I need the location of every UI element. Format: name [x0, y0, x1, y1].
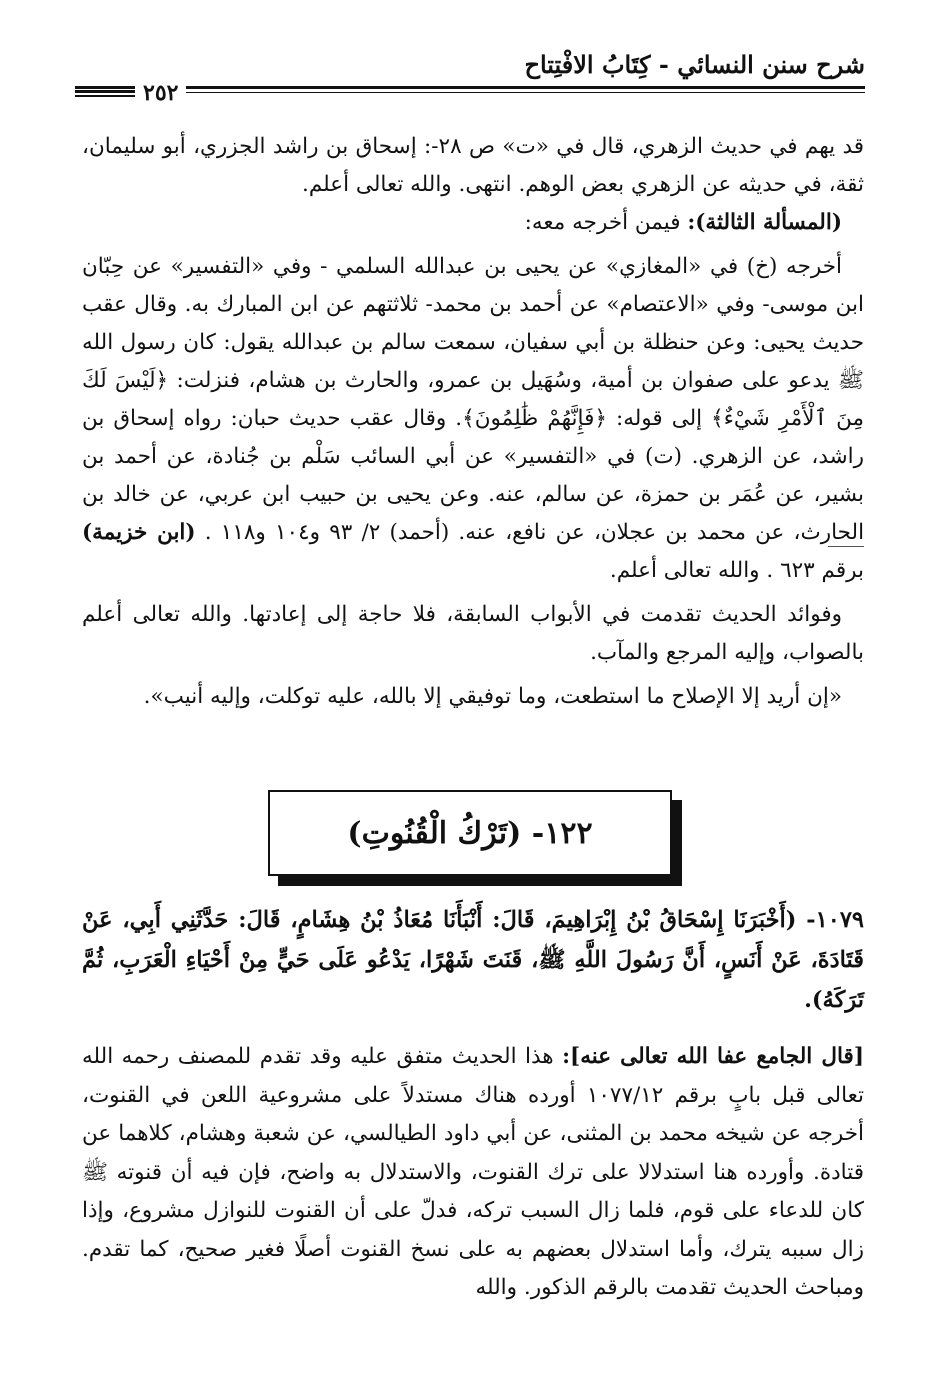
header-rule-thick — [75, 86, 865, 89]
chapter-title: ١٢٢- (تَرْكُ الْقُنُوتِ) — [268, 790, 672, 876]
hadith-text: ١٠٧٩- (أَخْبَرَنَا إِسْحَاقُ بْنُ إِبْرَاهِيمَ، قَالَ: أَنْبَأَنَا مُعَاذُ بْنُ هِشَامٍ، قَالَ: حَدَّثَنِي أَبِي، عَنْ قَتَادَةَ، عَنْ أَنَسٍ، أَنَّ رَسُولَ اللَّهِ ﷺ، قَنَتَ شَهْرًا، يَدْعُو عَلَى حَيٍّ مِنْ أَحْيَاءِ الْعَرَبِ، ثُمَّ تَرَكَهُ). — [82, 907, 864, 1013]
paragraph-masala — [82, 204, 864, 242]
paragraph-intro: قد يهم في حديث الزهري، قال في «ت» ص ٢٨-: إسحاق بن راشد الجزري، أبو سليمان، ثقة، في حديثه عن الزهري بعض الوهم. انتهى. والله تعالى أعلم. — [82, 134, 865, 197]
body-text — [82, 128, 864, 716]
commentary-text: هذا الحديث متفق عليه وقد تقدم للمصنف رحمه الله تعالى قبل بابٍ برقم ١٠٧٧/١٢ أورده هناك مستدلاً على مشروعية اللعن في القنوت، أخرجه عن شيخه محمد بن المثنى، عن أبي داود الطيالسي، عن شعبة وهشام، كلاهما عن قتادة. وأورده هنا استدلالا على ترك القنوت، والاستدلال به واضح، فإن فيه أن قنوته ﷺ كان للدعاء على قوم، فلما زال السبب تركه، فدلّ على أن القنوت للنوازل مشروع، وإذا زال سببه يترك، وأما استدلال بعضهم به على نسخ القنوت أصلًا فغير صحيح، كما تقدم. ومباحث الحديث تقدمت بالرقم الذكور. والله — [82, 1044, 864, 1300]
header-rule-thin — [75, 92, 865, 93]
page-number-lines — [75, 90, 135, 100]
margin-mark — [828, 546, 864, 547]
running-title: شرح سنن النسائي - كِتَابُ الافْتِتاح — [524, 50, 865, 79]
paragraph-quote: «إن أريد إلا الإصلاح ما استطعت، وما توفيقي إلا بالله، عليه توكلت، وإليه أنيب». — [143, 684, 842, 709]
page-header — [75, 50, 865, 110]
masala-label: (المسألة الثالثة): — [687, 210, 842, 235]
paragraph-takhrij — [82, 248, 864, 590]
takhrij-text: أخرجه (خ) في «المغازي» عن يحيى بن عبدالله السلمي - وفي «التفسير» عن حِبّان ابن موسى- وفي «الاعتصام» عن أحمد بن محمد- ثلاثتهم عن ابن المبارك به. وقال عقب حديث يحيى: وعن حنظلة بن أبي سفيان، سمعت سالم بن عبدالله يقول: كان رسول الله ﷺ يدعو على صفوان بن أمية، وسُهَيل بن عمرو، والحارث بن هشام، فنزلت: ﴿لَيْسَ لَكَ مِنَ ٱلْأَمْرِ شَيْءٌ﴾ إلى قوله: ﴿فَإِنَّهُمْ ظَٰلِمُونَ﴾. وقال عقب حديث حبان: رواه إسحاق بن راشد، عن الزهري. (ت) في «التفسير» عن أبي السائب سَلْم بن جُنادة، عن أحمد بن بشير، عن عُمَر بن حمزة، عن سالم، عنه. وعن يحيى بن حبيب ابن عربي، عن خالد بن الحارث، عن محمد بن عجلان، عن نافع، عنه. (أحمد) ٢/ ٩٣ و١٠٤ و١١٨ . — [82, 254, 865, 545]
page-number: ٢٥٢ — [135, 80, 186, 106]
commentary — [82, 1038, 864, 1308]
masala-text: فيمن أخرجه معه: — [524, 210, 688, 235]
commentary-label: [قال الجامع عفا الله تعالى عنه]: — [562, 1044, 864, 1069]
paragraph-fawaid: وفوائد الحديث تقدمت في الأبواب السابقة، فلا حاجة إلى إعادتها. والله تعالى أعلم بالصواب، وإليه المرجع والمآب. — [82, 602, 864, 665]
ibn-khuzaymah-label: (ابن خزيمة) — [82, 520, 196, 545]
chapter-title-box — [268, 790, 682, 886]
takhrij-end: برقم ٦٢٣ . والله تعالى أعلم. — [609, 558, 864, 583]
